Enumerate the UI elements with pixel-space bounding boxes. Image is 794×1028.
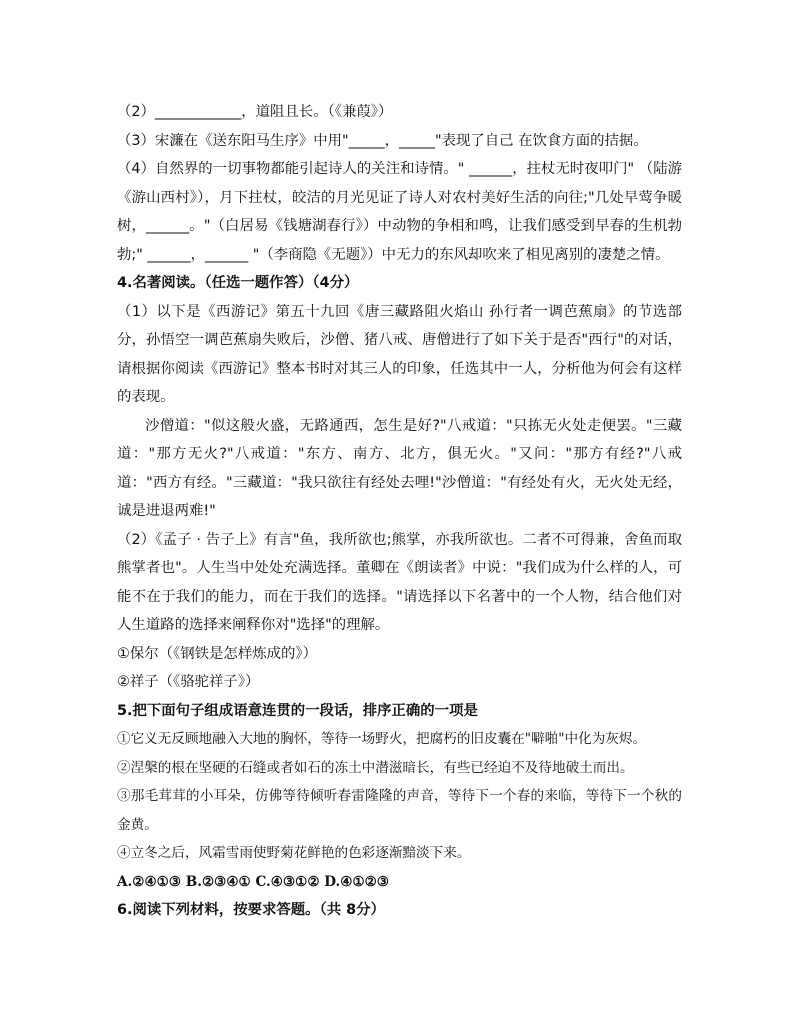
q3-item-4: （4）自然界的一切事物都能引起诗人的关注和诗情。" ______，拄杖无时夜叩门" （陆游《游山西村》），月下拄杖，皎洁的月光见证了诗人对农村美好生活的向往;"几处早莺争暖树，______。"（白居易《钱塘湖春行》）中动物的争相和鸣，让我们感受到早春的生机勃勃;" ______，______ "（李商隐《无题》）中无力的东风却吹来了相见离别的凄楚之情。 <box>117 161 682 263</box>
q5-choices: A.②④①③ B.②③④① C.④③①② D.④①②③ <box>117 873 390 890</box>
q5-sentence-1: ①它义无反顾地融入大地的胸怀，等待一场野火，把腐朽的旧皮囊在"噼啪"中化为灰烬。 <box>117 731 647 747</box>
q5-sentence-4: ④立冬之后，风霜雪雨使野菊花鲜艳的色彩逐渐黯淡下来。 <box>117 845 471 861</box>
q4-part-1: （1）以下是《西游记》第五十九回《唐三藏路阻火焰山 孙行者一调芭蕉扇》的节选部分，孙悟空一调芭蕉扇失败后，沙僧、猪八戒、唐僧进行了如下关于是否"西行"的对话，请根据你阅读《西游记》整本书时对其三人的印象，任选其中一人，分析他为何会有这样的表现。 <box>117 303 682 405</box>
q3-item-3: （3）宋濂在《送东阳马生序》中用"_____，_____"表现了自己 在饮食方面的拮据。 <box>117 132 648 149</box>
q4-part-2: （2）《孟子 · 告子上》有言"鱼，我所欲也;熊掌，亦我所欲也。二者不可得兼，舍鱼而取熊掌者也"。人生当中处处充满选择。董卿在《朗读者》中说："我们成为什么样的人，可能不在于我们的能力，而在于我们的选择。"请选择以下名著中的一个人物，结合他们对人生道路的选择来阐释你对"选择"的理解。 <box>117 531 682 633</box>
q4-option-1: ①保尔（《钢铁是怎样炼成的》） <box>117 645 317 662</box>
q3-item-2: （2）____________，道阻且长。（《兼葭》） <box>117 104 393 120</box>
q4-heading: 4.名著阅读。（任选一题作答）（4分） <box>117 275 359 291</box>
q5-sentence-3: ③那毛茸茸的小耳朵，仿佛等待倾听春雷隆隆的声音，等待下一个春的来临，等待下一个秋的金黄。 <box>117 788 682 833</box>
q5-sentence-2: ②涅槃的根在坚硬的石缝或者如石的冻土中潜滋暗长，有些已经迫不及待地破土而出。 <box>117 759 634 776</box>
q6-heading: 6.阅读下列材料，按要求答题。（共 8分） <box>117 902 385 918</box>
q4-option-2: ②祥子（《骆驼祥子》） <box>117 674 260 690</box>
document-page <box>117 98 682 925</box>
q5-heading: 5.把下面句子组成语意连贯的一段话，排序正确的一项是 <box>117 702 478 719</box>
q4-excerpt: 沙僧道："似这般火盛，无路通西，怎生是好?"八戒道："只拣无火处走便罢。"三藏道："那方无火?"八戒道："东方、南方、北方，俱无火。"又问："那方有经?"八戒道："西方有经。"三藏道："我只欲往有经处去哩!"沙僧道："有经处有火，无火处无经，诚是进退两难!" <box>117 417 682 519</box>
